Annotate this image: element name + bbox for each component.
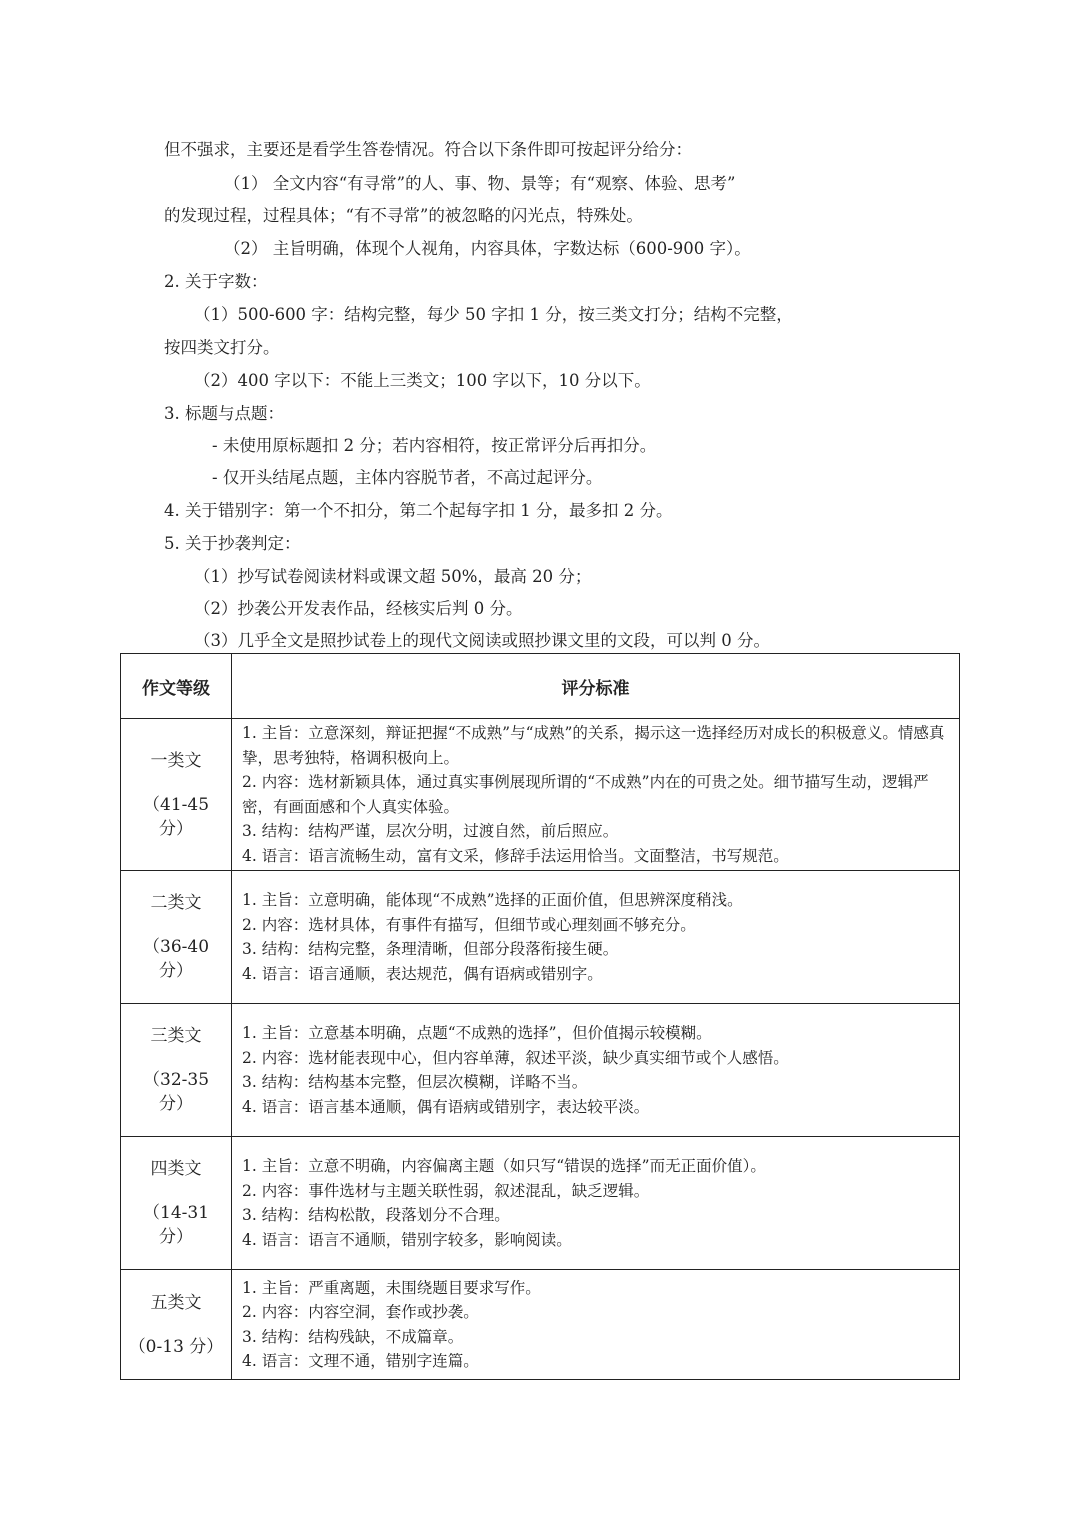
plagiarism-rule-3: （3）几乎全文是照抄试卷上的现代文阅读或照抄课文里的文段，可以判 0 分。 [194, 631, 770, 650]
table-row [121, 719, 960, 871]
level-score: （41-45 分） [143, 794, 210, 839]
level-name: 二类文 [150, 893, 202, 913]
criterion: 2. 内容：内容空洞，套作或抄袭。 [242, 1303, 479, 1321]
table-row [121, 1004, 960, 1137]
criterion: 3. 结构：结构严谨，层次分明，过渡自然，前后照应。 [242, 822, 619, 840]
table-row [121, 1270, 960, 1380]
header-criteria: 评分标准 [232, 654, 960, 719]
condition-2: （2） 主旨明确，体现个人视角，内容具体，字数达标（600-900 字）。 [224, 239, 751, 258]
criteria-cell [232, 1004, 960, 1137]
criterion: 2. 内容：事件选材与主题关联性弱，叙述混乱，缺乏逻辑。 [242, 1181, 650, 1200]
criterion: 2. 内容：选材能表现中心，但内容单薄，叙述平淡，缺少真实细节或个人感悟。 [242, 1048, 789, 1067]
level-score: （14-31 分） [143, 1203, 210, 1247]
criterion: 2. 内容：选材新颖具体，通过真实事例展现所谓的“不成熟”内在的可贵之处。细节描写生动，逻辑严密，有画面感和个人真实体验。 [242, 773, 929, 816]
level-name: 四类文 [150, 1159, 202, 1179]
criteria-cell [232, 871, 960, 1004]
intro-line-1: 但不强求，主要还是看学生答卷情况。符合以下条件即可按起评分给分： [164, 140, 692, 159]
criterion: 3. 结构：结构残缺，不成篇章。 [242, 1327, 464, 1346]
level-score: （36-40 分） [143, 937, 210, 981]
header-level: 作文等级 [121, 654, 232, 719]
criterion: 3. 结构：结构基本完整，但层次模糊，详略不当。 [242, 1073, 588, 1091]
wordcount-rule-2: （2）400 字以下：不能上三类文；100 字以下，10 分以下。 [194, 371, 651, 390]
level-cell [121, 871, 232, 1004]
criteria-cell [232, 719, 960, 871]
plagiarism-heading: 5. 关于抄袭判定： [164, 534, 301, 553]
level-name: 三类文 [150, 1026, 202, 1046]
table-row [121, 1137, 960, 1270]
criterion: 4. 语言：语言基本通顺，偶有语病或错别字，表达较平淡。 [242, 1097, 650, 1116]
criterion: 3. 结构：结构完整，条理清晰，但部分段落衔接生硬。 [242, 940, 619, 958]
level-cell [121, 1270, 232, 1380]
criteria-cell [232, 1137, 960, 1270]
criterion: 3. 结构：结构松散，段落划分不合理。 [242, 1206, 510, 1224]
criterion: 4. 语言：文理不通，错别字连篇。 [242, 1352, 479, 1370]
level-score: （32-35 分） [143, 1070, 210, 1114]
title-rule-1: - 未使用原标题扣 2 分；若内容相符，按正常评分后再扣分。 [212, 436, 657, 455]
criterion: 1. 主旨：立意明确，能体现“不成熟”选择的正面价值，但思辨深度稍浅。 [242, 891, 743, 909]
wordcount-rule-1b: 按四类文打分。 [164, 338, 280, 357]
criterion: 2. 内容：选材具体，有事件有描写，但细节或心理刻画不够充分。 [242, 915, 696, 934]
title-heading: 3. 标题与点题： [164, 404, 284, 423]
grading-table [120, 653, 960, 1380]
level-cell [121, 1137, 232, 1270]
criterion: 4. 语言：语言不通顺，错别字较多，影响阅读。 [242, 1230, 572, 1249]
plagiarism-rule-2: （2）抄袭公开发表作品，经核实后判 0 分。 [194, 599, 523, 618]
level-name: 五类文 [150, 1292, 202, 1313]
wordcount-heading: 2. 关于字数： [164, 272, 268, 291]
plagiarism-rule-1: （1）抄写试卷阅读材料或课文超 50%，最高 20 分； [194, 567, 592, 586]
wordcount-rule-1a: （1）500-600 字：结构完整，每少 50 字扣 1 分，按三类文打分；结构不完整， [194, 305, 793, 324]
level-name: 一类文 [150, 750, 202, 771]
table-header-row [121, 654, 960, 719]
criterion: 1. 主旨：立意深刻，辩证把握“不成熟”与“成熟”的关系，揭示这一选择经历对成长的积极意义。情感真挚，思考独特，格调积极向上。 [242, 724, 945, 767]
criteria-cell [232, 1270, 960, 1380]
criterion: 1. 主旨：立意不明确，内容偏离主题（如只写“错误的选择”而无正面价值）。 [242, 1157, 766, 1175]
criterion: 4. 语言：语言通顺，表达规范，偶有语病或错别字。 [242, 964, 603, 983]
condition-1-line-a: （1） 全文内容“有寻常”的人、事、物、景等；有“观察、体验、思考” [224, 174, 736, 193]
title-rule-2: - 仅开头结尾点题，主体内容脱节者，不高过起评分。 [212, 468, 603, 487]
condition-1-line-b: 的发现过程，过程具体；“有不寻常”的被忽略的闪光点，特殊处。 [164, 206, 643, 225]
criterion: 4. 语言：语言流畅生动，富有文采，修辞手法运用恰当。文面整洁，书写规范。 [242, 846, 789, 865]
level-cell [121, 1004, 232, 1137]
table-row [121, 871, 960, 1004]
criterion: 1. 主旨：立意基本明确，点题“不成熟的选择”，但价值揭示较模糊。 [242, 1024, 712, 1042]
level-cell [121, 719, 232, 871]
level-score: （0-13 分） [128, 1336, 224, 1357]
criterion: 1. 主旨：严重离题，未围绕题目要求写作。 [242, 1278, 541, 1297]
typo-rule: 4. 关于错别字：第一个不扣分，第二个起每字扣 1 分，最多扣 2 分。 [164, 501, 673, 520]
